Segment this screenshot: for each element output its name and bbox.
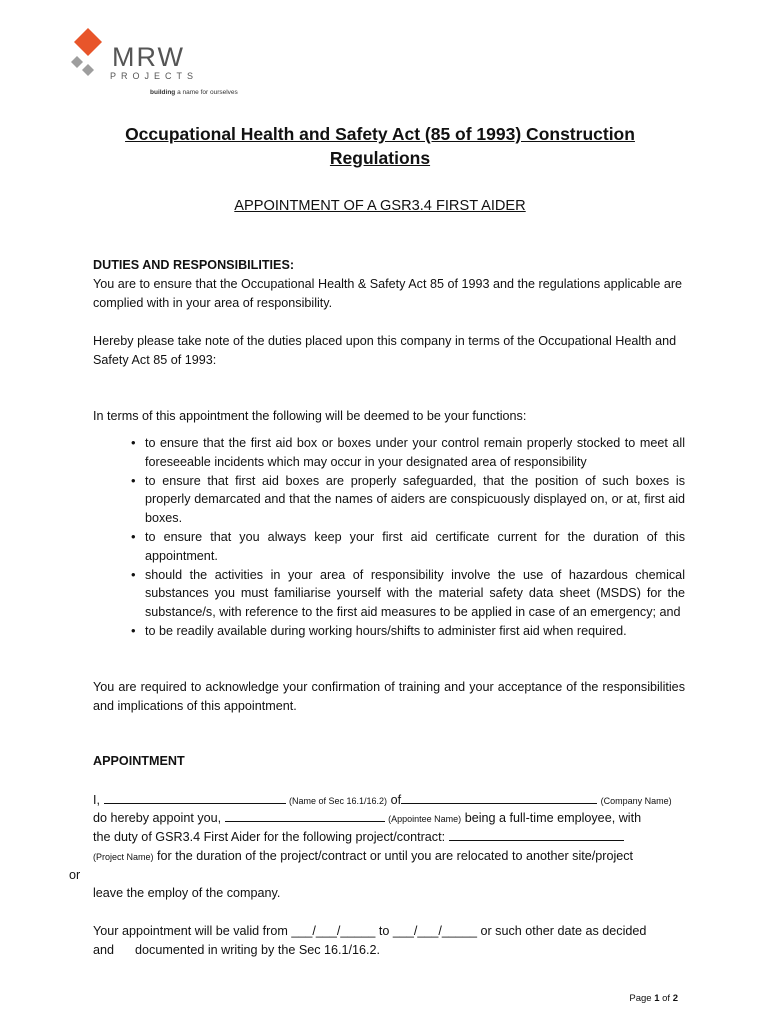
- list-item: • should the activities in your area of responsibility involve the use of hazardous chemical substances you must familiarise yourself with the material safety data sheet (MSDS) for the substance/s, with reference to the first aid measures to be applied in case of an emergency; and: [131, 566, 685, 622]
- validity-to-text: to: [378, 924, 390, 938]
- page-of: of: [662, 993, 671, 1004]
- logo-mark-icon: [68, 26, 112, 82]
- start-date-field[interactable]: ___/___/_____: [291, 924, 376, 938]
- project-name-field[interactable]: [449, 828, 624, 841]
- list-item: • to ensure that first aid boxes are properly safeguarded, that the position of such boxes is properly demarcated and that the names of aiders are conspicuously displayed on, or at, first aid boxes.: [131, 472, 685, 528]
- appointee-name-field[interactable]: [225, 809, 385, 822]
- logo-tagline-rest: a name for ourselves: [175, 89, 238, 96]
- form-leave: leave the employ of the company.: [93, 886, 281, 900]
- company-name-label: (Company Name): [600, 796, 672, 806]
- validity-line-2: [93, 941, 380, 960]
- form-appoint-you: do hereby appoint you,: [93, 811, 222, 825]
- page-label: Page: [629, 993, 652, 1004]
- page-total: 2: [672, 993, 678, 1004]
- form-i: I,: [93, 793, 100, 807]
- validity-from-text: Your appointment will be valid from: [93, 924, 288, 938]
- appointment-heading: APPOINTMENT: [93, 754, 185, 768]
- form-line-3: [93, 828, 713, 847]
- title-line-2: Regulations: [329, 148, 431, 168]
- form-duration: for the duration of the project/contract or until you are relocated to another site/project: [157, 849, 634, 863]
- duties-heading: DUTIES AND RESPONSIBILITIES:: [93, 258, 295, 272]
- appointee-name-label: (Appointee Name): [388, 814, 462, 824]
- form-line-4: [93, 847, 713, 867]
- document-subtitle: APPOINTMENT OF A GSR3.4 FIRST AIDER: [234, 198, 526, 214]
- functions-intro: In terms of this appointment the following will be deemed to be your functions:: [93, 409, 527, 423]
- appointer-name-field[interactable]: [104, 791, 286, 804]
- logo-tagline: [150, 90, 238, 97]
- validity-and: and: [93, 943, 115, 957]
- appointer-name-label: (Name of Sec 16.1/16.2): [289, 796, 388, 806]
- form-line-2: [93, 809, 713, 829]
- logo-brand: MRW: [112, 42, 185, 72]
- form-duty: the duty of GSR3.4 First Aider for the following project/contract:: [93, 830, 446, 844]
- validity-line-1: [93, 922, 698, 941]
- duties-paragraph-2: Hereby please take note of the duties placed upon this company in terms of the Occupational Health and Safety Act 85 of 1993:: [93, 334, 677, 367]
- company-name-field[interactable]: [401, 791, 597, 804]
- title-line-1: Occupational Health and Safety Act (85 of 1993) Construction: [125, 124, 635, 144]
- list-item: • to ensure that you always keep your first aid certificate current for the duration of this appointment.: [131, 528, 685, 566]
- project-name-label: (Project Name): [93, 852, 154, 862]
- functions-list: [131, 434, 685, 641]
- logo-subtitle: PROJECTS: [110, 71, 199, 81]
- form-of: of: [390, 793, 402, 807]
- form-line-1: [93, 791, 713, 811]
- form-fulltime: being a full-time employee, with: [464, 811, 642, 825]
- page-current: 1: [654, 993, 660, 1004]
- duties-paragraph-1: You are to ensure that the Occupational Health & Safety Act 85 of 1993 and the regulations applicable are complied with in your area of responsibility.: [93, 277, 683, 310]
- form-or: or: [69, 868, 81, 882]
- document-title: [60, 122, 700, 170]
- validity-documented: documented in writing by the Sec 16.1/16.2.: [135, 943, 381, 957]
- end-date-field[interactable]: ___/___/_____: [392, 924, 477, 938]
- list-item: • to ensure that the first aid box or boxes under your control remain properly stocked to meet all foreseeable incidents which may occur in your designated area of responsibility: [131, 434, 685, 472]
- acknowledge-paragraph: You are required to acknowledge your confirmation of training and your acceptance of the responsibilities and implications of this appointment.: [93, 680, 685, 713]
- validity-other-text: or such other date as decided: [480, 924, 647, 938]
- logo-tagline-bold: building: [150, 89, 176, 96]
- page-number: [629, 993, 678, 1004]
- list-item: • to be readily available during working hours/shifts to administer first aid when required.: [131, 622, 685, 641]
